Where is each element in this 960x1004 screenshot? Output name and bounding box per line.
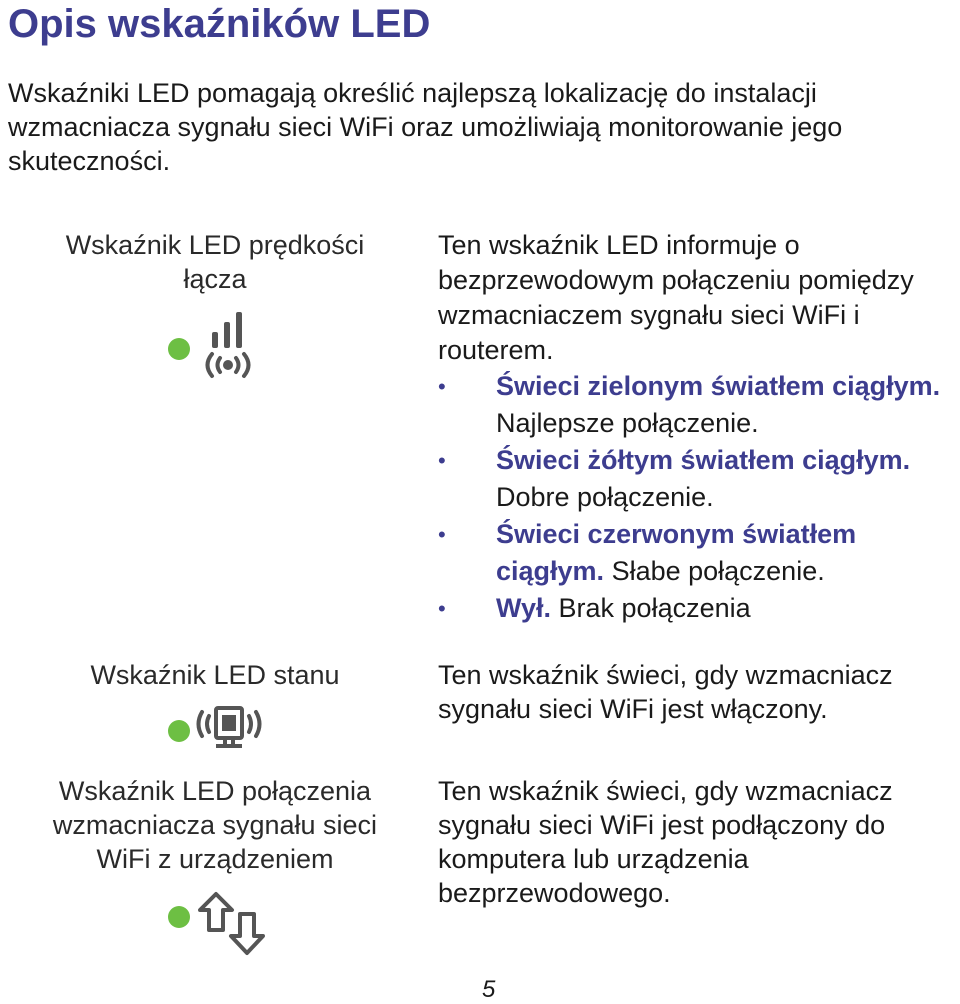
status-label-line1: Wskaźnik LED stanu <box>90 660 340 690</box>
device-connection-label-line2: wzmacniacza sygnału sieci <box>52 810 378 840</box>
bullet-dot-icon: • <box>438 522 446 547</box>
device-connection-label-line3: WiFi z urządzeniem <box>96 844 334 874</box>
bullet-red: • Świeci czerwonym światłem ciągłym. Słabe połączenie. <box>438 516 958 590</box>
device-connection-description-block <box>438 774 960 910</box>
device-status-icon <box>194 704 264 752</box>
status-label <box>20 658 410 692</box>
bullet-dot-icon: • <box>438 596 446 621</box>
link-speed-bullet-list <box>438 368 958 627</box>
device-connection-led-dot <box>168 906 190 928</box>
status-description-block <box>438 658 960 726</box>
bullet-off: • Wył. Brak połączenia <box>438 590 958 627</box>
link-speed-description-block <box>438 228 958 627</box>
intro-paragraph: Wskaźniki LED pomagają określić najlepszą lokalizację do instalacji wzmacniacza sygnału sieci WiFi oraz umożliwiają monitorowanie jego skuteczności. <box>8 78 843 176</box>
bullet-dot-icon: • <box>438 448 446 473</box>
link-speed-label-line1: Wskaźnik LED prędkości <box>65 230 365 260</box>
status-description: Ten wskaźnik świeci, gdy wzmacniacz sygnału sieci WiFi jest włączony. <box>438 660 893 724</box>
link-speed-label <box>20 228 410 296</box>
bullet-dot-icon: • <box>438 374 446 399</box>
bullet-yellow: • Świeci żółtym światłem ciągłym. Dobre połączenie. <box>438 442 958 516</box>
link-speed-label-line2: łącza <box>183 264 247 294</box>
up-down-arrows-icon <box>196 890 268 958</box>
device-connection-label-line1: Wskaźnik LED połączenia <box>58 776 372 806</box>
link-speed-led-dot <box>168 338 190 360</box>
page-number: 5 <box>482 976 496 1003</box>
link-speed-description: Ten wskaźnik LED informuje o bezprzewodowym połączeniu pomiędzy wzmacniaczem sygnału sieci WiFi i routerem. <box>438 230 914 365</box>
status-led-dot <box>168 720 190 742</box>
signal-bars-icon <box>200 306 256 382</box>
device-connection-label <box>20 774 410 876</box>
bullet-green: • Świeci zielonym światłem ciągłym. Najlepsze połączenie. <box>438 368 958 442</box>
page-title: Opis wskaźników LED <box>8 2 431 46</box>
device-connection-description: Ten wskaźnik świeci, gdy wzmacniacz sygnału sieci WiFi jest podłączony do komputera lub urządzenia bezprzewodowego. <box>438 776 893 908</box>
